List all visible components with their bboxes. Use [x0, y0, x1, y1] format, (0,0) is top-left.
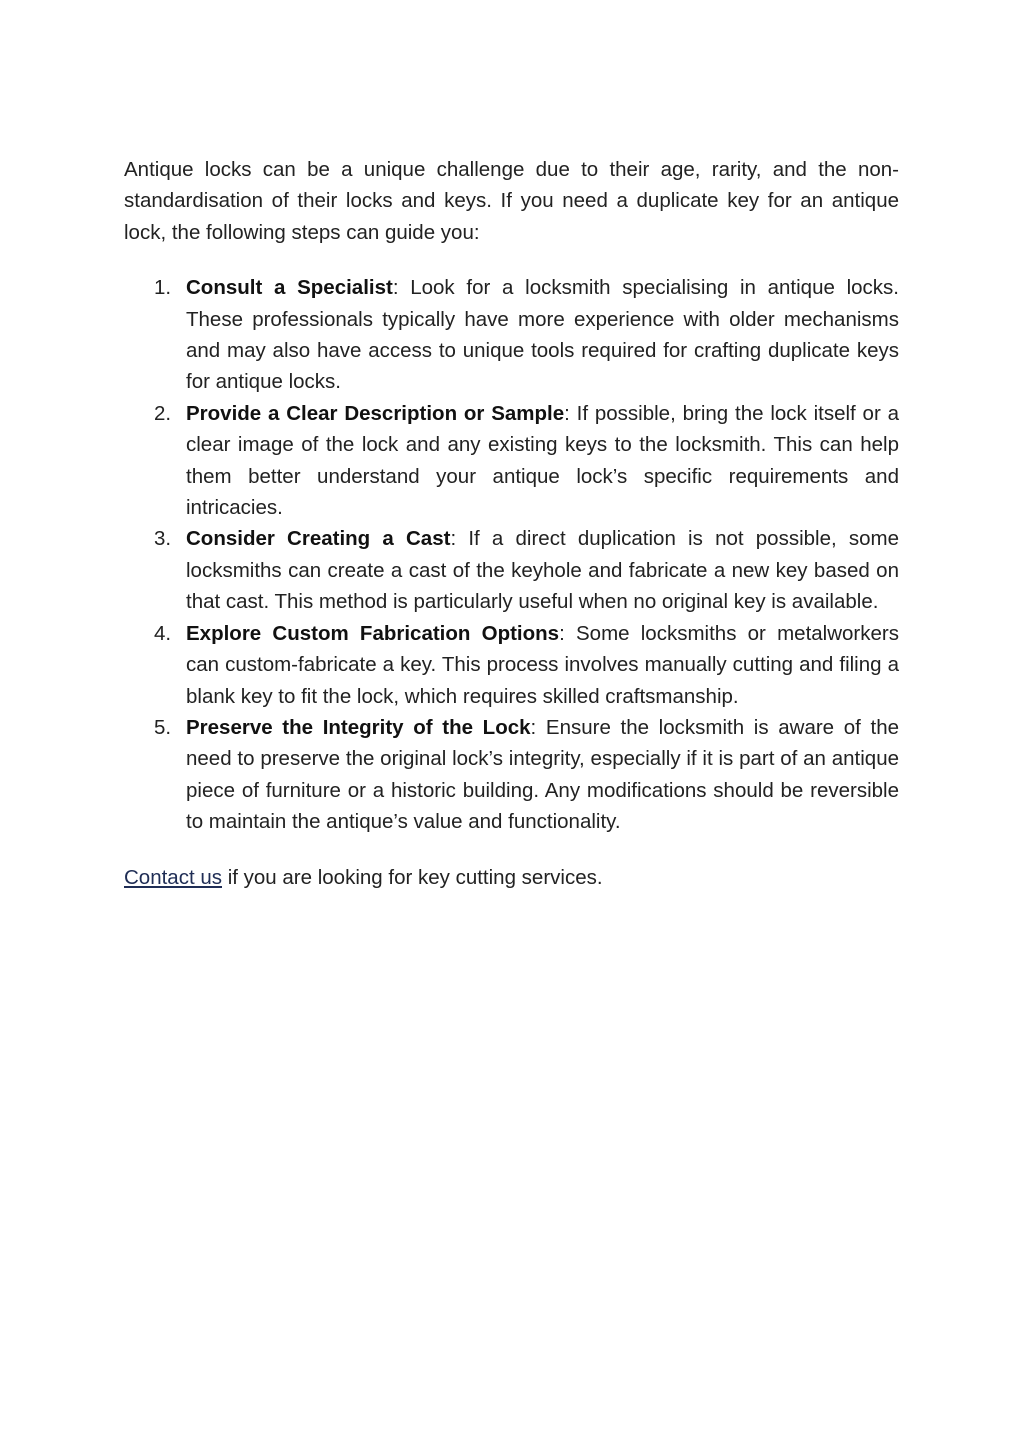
contact-us-link[interactable]: Contact us	[124, 865, 222, 889]
intro-paragraph: Antique locks can be a unique challenge due to their age, rarity, and the non-standardisation of their locks and keys. If you need a duplicate key for an antique lock, the following steps can guide you:	[124, 158, 899, 244]
list-item	[124, 398, 899, 524]
closing-paragraph	[124, 862, 899, 893]
step-title: Consider Creating a Cast	[186, 527, 451, 551]
list-item	[124, 712, 899, 838]
list-item	[124, 272, 899, 398]
step-number: 1.	[154, 276, 172, 300]
step-title: Consult a Specialist	[186, 276, 393, 300]
steps-list	[124, 272, 899, 837]
step-number: 4.	[154, 621, 172, 645]
list-item	[124, 618, 899, 712]
step-text: : If possible, bring the lock itself or a clear image of the lock and any existing keys to the locksmith. This can help them better understand your antique lock’s specific requirements and intricacies.	[186, 401, 899, 520]
closing-text: if you are looking for key cutting services.	[222, 865, 603, 889]
step-text: : If a direct duplication is not possible, some locksmiths can create a cast of the keyhole and fabricate a new key based on that cast. This method is particularly useful when no original key is available.	[186, 527, 899, 614]
step-text: : Some locksmiths or metalworkers can custom-fabricate a key. This process involves manually cutting and filing a blank key to fit the lock, which requires skilled craftsmanship.	[186, 621, 899, 708]
step-title: Provide a Clear Description or Sample	[186, 401, 565, 425]
step-text: : Look for a locksmith specialising in antique locks. These professionals typically have more experience with older mechanisms and may also have access to unique tools required for crafting duplicate keys for antique locks.	[186, 276, 899, 394]
step-title: Explore Custom Fabrication Options	[186, 621, 560, 645]
step-number: 5.	[154, 715, 172, 739]
step-number: 3.	[154, 527, 172, 551]
step-title: Preserve the Integrity of the Lock	[186, 715, 531, 739]
document-page	[124, 154, 899, 893]
step-text: : Ensure the locksmith is aware of the need to preserve the original lock’s integrity, especially if it is part of an antique piece of furniture or a historic building. Any modifications should be reversible to maintain the antique’s value and functionality.	[186, 715, 899, 834]
list-item	[124, 523, 899, 617]
step-number: 2.	[154, 401, 172, 425]
